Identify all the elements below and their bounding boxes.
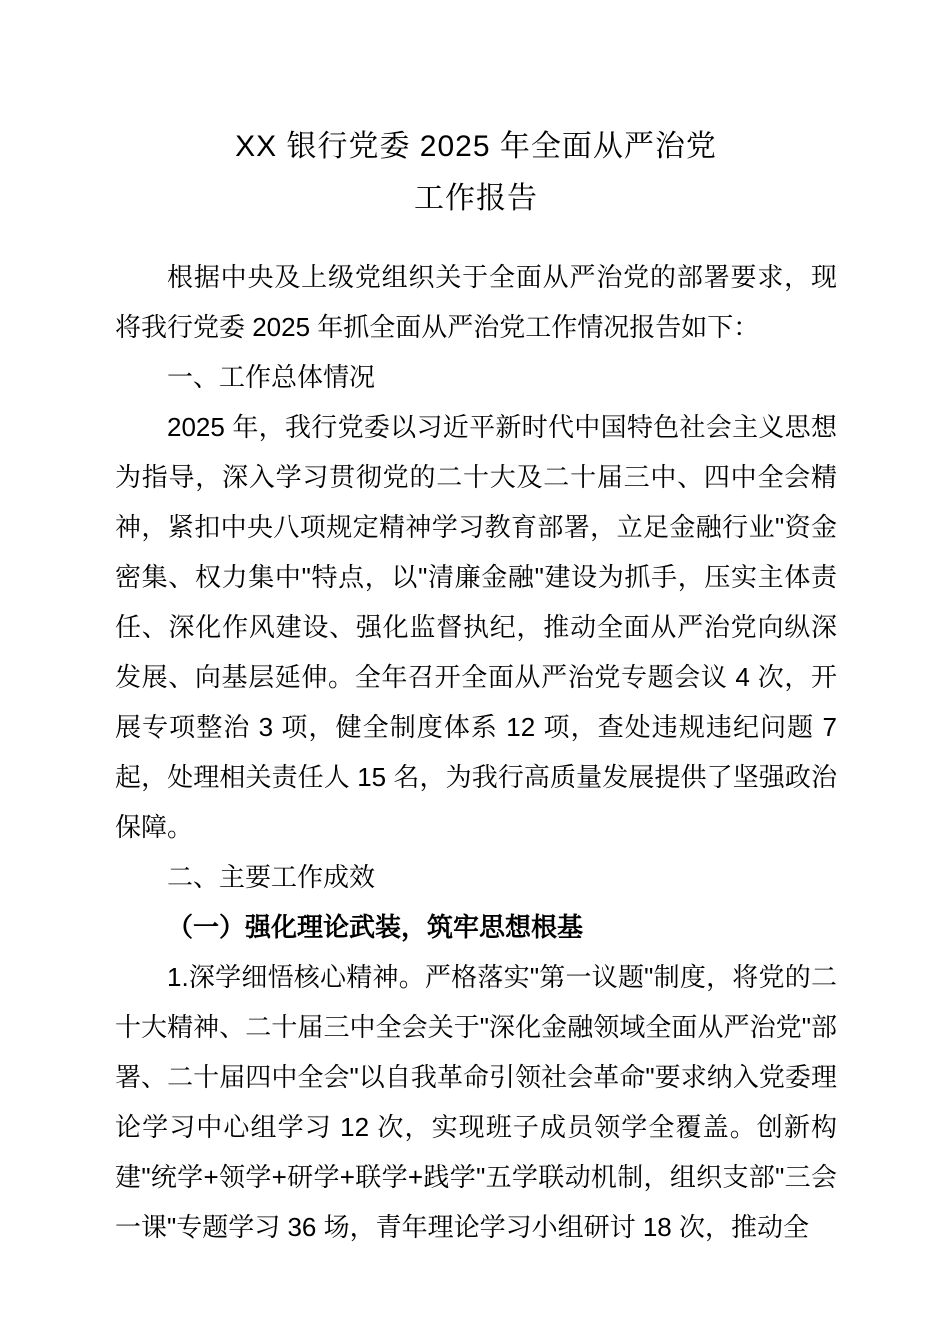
section-heading-achievements: 二、主要工作成效 xyxy=(167,862,376,892)
overview-paragraph: 2025 年，我行党委以习近平新时代中国特色社会主义思想为指导，深入学习贯彻党的二十大及二十届三中、四中全会精神，紧扣中央八项规定精神学习教育部署，立足金融行业"资金密集、权力集中"特点，以"清廉金融"建设为抓手，压实主体责任、深化作风建设、强化监督执纪，推动全面从严治党向纵深发展、向基层延伸。全年召开全面从严治党专题会议 4 次，开展专项整治 3 项，健全制度体系 12 项，查处违规违纪问题 7 起，处理相关责任人 15 名，为我行高质量发展提供了坚强政治保障。 xyxy=(115,412,837,842)
theory-paragraph: 1.深学细悟核心精神。严格落实"第一议题"制度，将党的二十大精神、二十届三中全会关于"深化金融领域全面从严治党"部署、二十届四中全会"以自我革命引领社会革命"要求纳入党委理论学习中心组学习 12 次，实现班子成员领学全覆盖。创新构建"统学+领学+研学+联学+践学"五学联动机制，组织支部"三会一课"专题学习 36 场，青年理论学习小组研讨 18 次，推动全 xyxy=(115,962,837,1242)
document-title xyxy=(115,121,837,225)
document-title-line-2: 工作报告 xyxy=(414,182,538,215)
section-heading-overview: 一、工作总体情况 xyxy=(167,362,376,392)
document-title-line-1: XX 银行党委 2025 年全面从严治党 xyxy=(235,130,717,163)
intro-paragraph: 根据中央及上级党组织关于全面从严治党的部署要求，现将我行党委 2025 年抓全面从严治党工作情况报告如下： xyxy=(115,262,837,342)
subsection-heading-theory: （一）强化理论武装，筑牢思想根基 xyxy=(167,912,584,942)
